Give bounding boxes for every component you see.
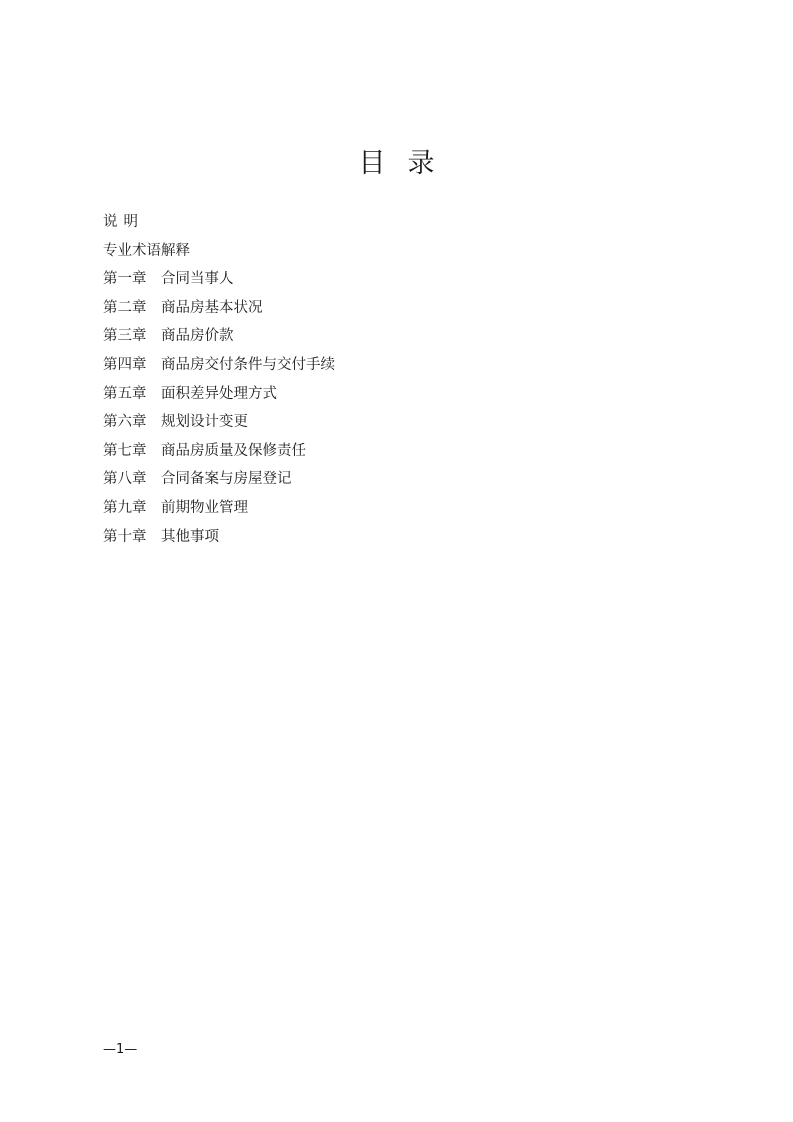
chapter-title: 前期物业管理 <box>161 499 248 516</box>
chapter-title: 规划设计变更 <box>161 414 248 431</box>
chapter-number: 第五章 <box>103 385 147 402</box>
title-char-1: 目 <box>358 148 386 179</box>
chapter-title: 面积差异处理方式 <box>161 385 277 402</box>
toc-item-chapter-1[interactable] <box>103 265 335 294</box>
chapter-number: 第一章 <box>103 271 147 288</box>
table-of-contents <box>103 208 335 551</box>
chapter-number: 第七章 <box>103 442 147 459</box>
toc-item-terminology[interactable] <box>103 237 335 266</box>
chapter-title: 商品房价款 <box>161 328 234 345</box>
chapter-number: 第三章 <box>103 328 147 345</box>
toc-item-chapter-9[interactable] <box>103 494 335 523</box>
toc-item-chapter-5[interactable] <box>103 380 335 409</box>
chapter-title: 商品房质量及保修责任 <box>161 442 306 459</box>
title-char-2: 录 <box>407 148 435 179</box>
toc-item-chapter-3[interactable] <box>103 322 335 351</box>
chapter-title: 商品房交付条件与交付手续 <box>161 356 335 373</box>
toc-item-chapter-8[interactable] <box>103 465 335 494</box>
chapter-title: 商品房基本状况 <box>161 299 263 316</box>
toc-item-explanation[interactable] <box>103 208 335 237</box>
chapter-title: 合同备案与房屋登记 <box>161 471 292 488</box>
chapter-number: 第八章 <box>103 471 147 488</box>
chapter-number: 第四章 <box>103 356 147 373</box>
page-number: —1— <box>103 1042 138 1057</box>
chapter-number: 第二章 <box>103 299 147 316</box>
page-title <box>0 146 793 182</box>
toc-item-chapter-2[interactable] <box>103 294 335 323</box>
toc-item-label: 专业术语解释 <box>103 242 190 259</box>
chapter-number: 第六章 <box>103 414 147 431</box>
chapter-title: 合同当事人 <box>161 271 234 288</box>
chapter-number: 第九章 <box>103 499 147 516</box>
chapter-number: 第十章 <box>103 528 147 545</box>
toc-item-chapter-7[interactable] <box>103 437 335 466</box>
toc-item-label: 说明 <box>103 214 144 230</box>
toc-item-chapter-6[interactable] <box>103 408 335 437</box>
toc-item-chapter-10[interactable] <box>103 523 335 552</box>
chapter-title: 其他事项 <box>161 528 219 545</box>
toc-item-chapter-4[interactable] <box>103 351 335 380</box>
